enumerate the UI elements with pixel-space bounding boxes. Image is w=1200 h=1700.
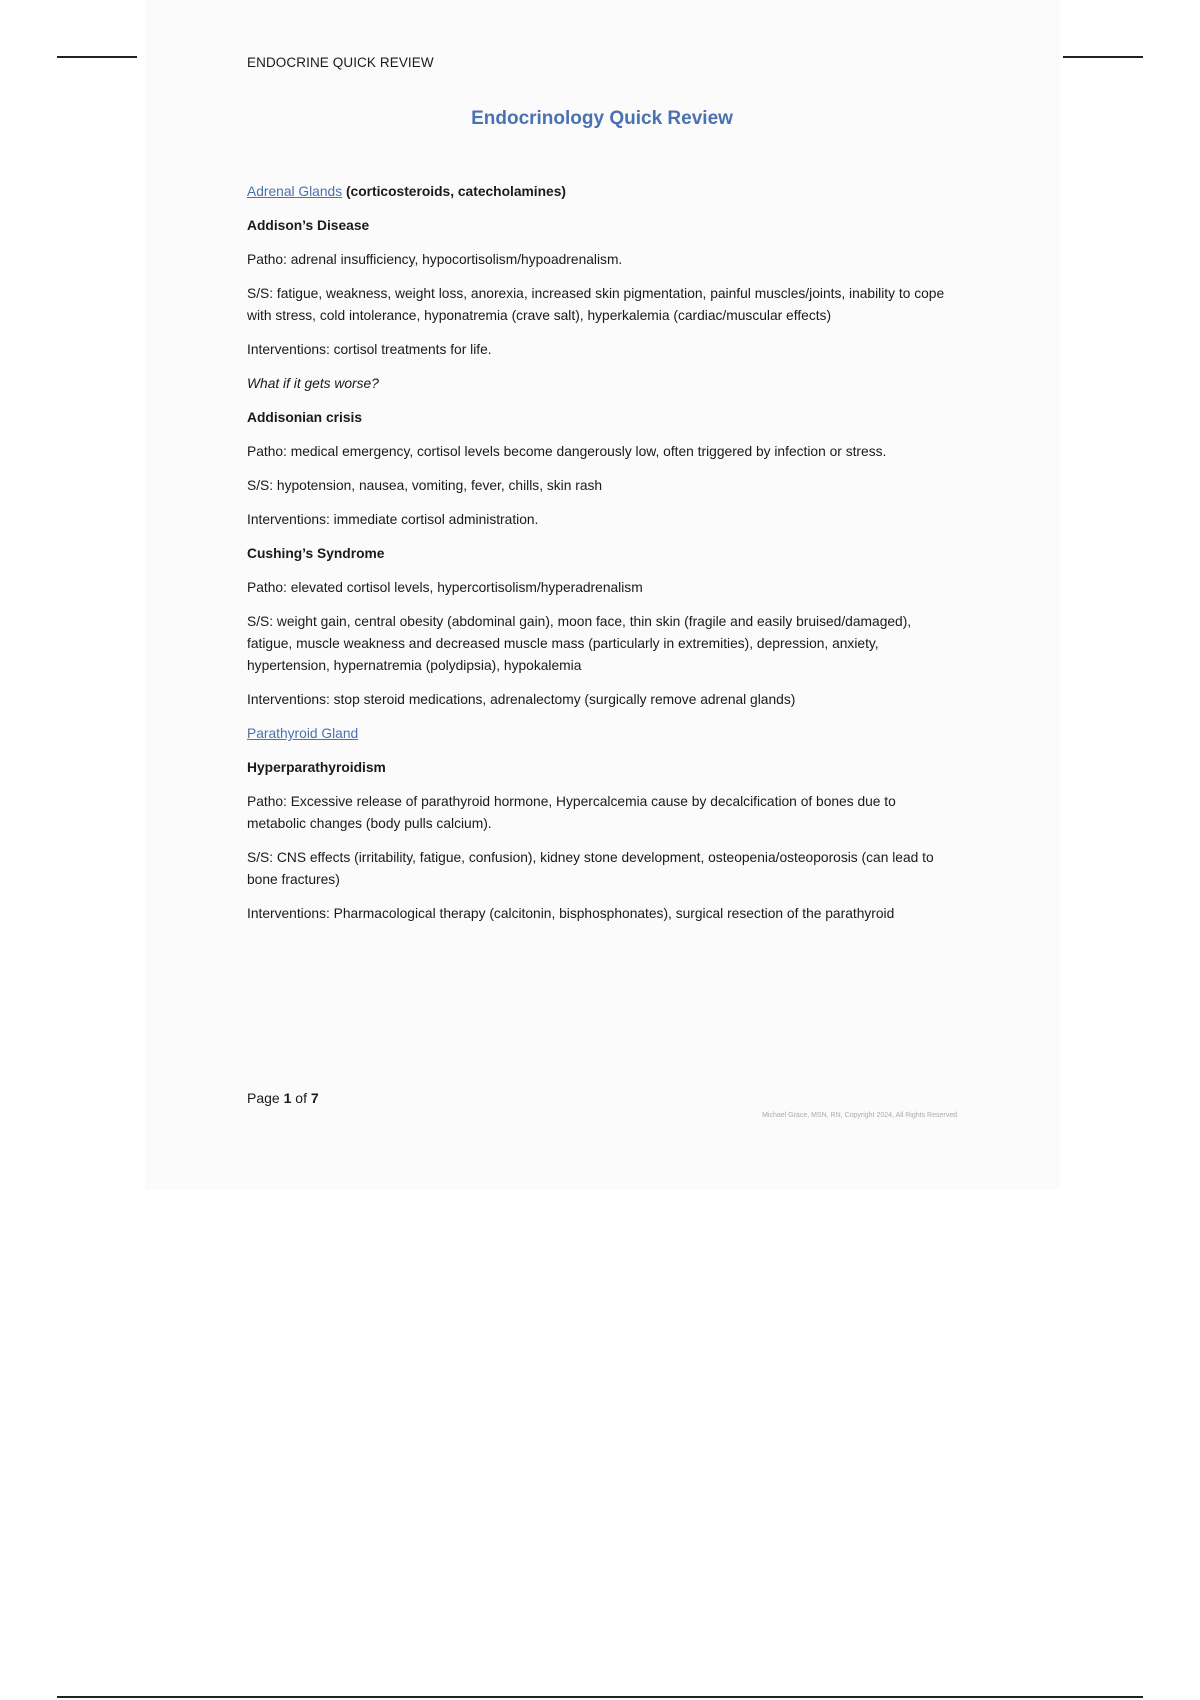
page-total: 7 [310,1090,319,1106]
interventions-text: Interventions: Pharmacological therapy (calcitonin, bisphosphonates), surgical resection of the parathyroid [247,906,895,921]
patho-text: Patho: Excessive release of parathyroid hormone, Hypercalcemia cause by decalcification of bones due to metabolic changes (body pulls calcium). [247,794,896,831]
document-body [247,181,957,937]
signs-symptoms-text: S/S: CNS effects (irritability, fatigue, confusion), kidney stone development, osteopenia/osteoporosis (can lead to bone fractures) [247,850,934,887]
top-left-rule [57,56,137,58]
condition-heading-addisonian-crisis: Addisonian crisis [247,410,363,425]
signs-symptoms-text: S/S: fatigue, weakness, weight loss, anorexia, increased skin pigmentation, painful muscles/joints, inability to cope with stress, cold intolerance, hyponatremia (crave salt), hyperkalemia (cardiac/muscular effects) [247,286,945,323]
signs-symptoms-text: S/S: weight gain, central obesity (abdominal gain), moon face, thin skin (fragile and easily bruised/damaged), fatigue, muscle weakness and decreased muscle mass (particularly in extremities), depression, anxiety, hypertension, hypernatremia (polydipsia), hypokalemia [247,614,912,673]
section-heading-parathyroid [247,723,957,745]
page-prefix: Page [247,1090,284,1106]
interventions-text: Interventions: immediate cortisol administration. [247,512,539,527]
parathyroid-gland-link[interactable]: Parathyroid Gland [247,726,359,741]
section-heading-adrenal [247,181,957,203]
document-title: Endocrinology Quick Review [471,108,733,129]
interventions-text: Interventions: stop steroid medications, adrenalectomy (surgically remove adrenal glands) [247,692,796,707]
condition-heading-hyperparathyroidism: Hyperparathyroidism [247,760,386,775]
page-current: 1 [283,1090,292,1106]
interventions-text: Interventions: cortisol treatments for life. [247,342,492,357]
condition-heading-cushings: Cushing’s Syndrome [247,546,385,561]
followup-question: What if it gets worse? [247,376,379,391]
patho-text: Patho: elevated cortisol levels, hypercortisolism/hyperadrenalism [247,580,643,595]
patho-text: Patho: adrenal insufficiency, hypocortisolism/hypoadrenalism. [247,252,623,267]
section-suffix: (corticosteroids, catecholamines) [342,184,566,199]
patho-text: Patho: medical emergency, cortisol levels become dangerously low, often triggered by infection or stress. [247,444,887,459]
signs-symptoms-text: S/S: hypotension, nausea, vomiting, fever, chills, skin rash [247,478,603,493]
page-middle: of [291,1090,311,1106]
adrenal-glands-link[interactable]: Adrenal Glands [247,184,343,199]
top-right-rule [1063,56,1143,58]
copyright-notice: Michael Grace, MSN, RN, Copyright 2024, All Rights Reserved [762,1112,957,1119]
bottom-rule [57,1696,1143,1698]
condition-heading-addisons: Addison’s Disease [247,218,370,233]
running-header: ENDOCRINE QUICK REVIEW [247,55,434,70]
page-number [247,1090,319,1106]
